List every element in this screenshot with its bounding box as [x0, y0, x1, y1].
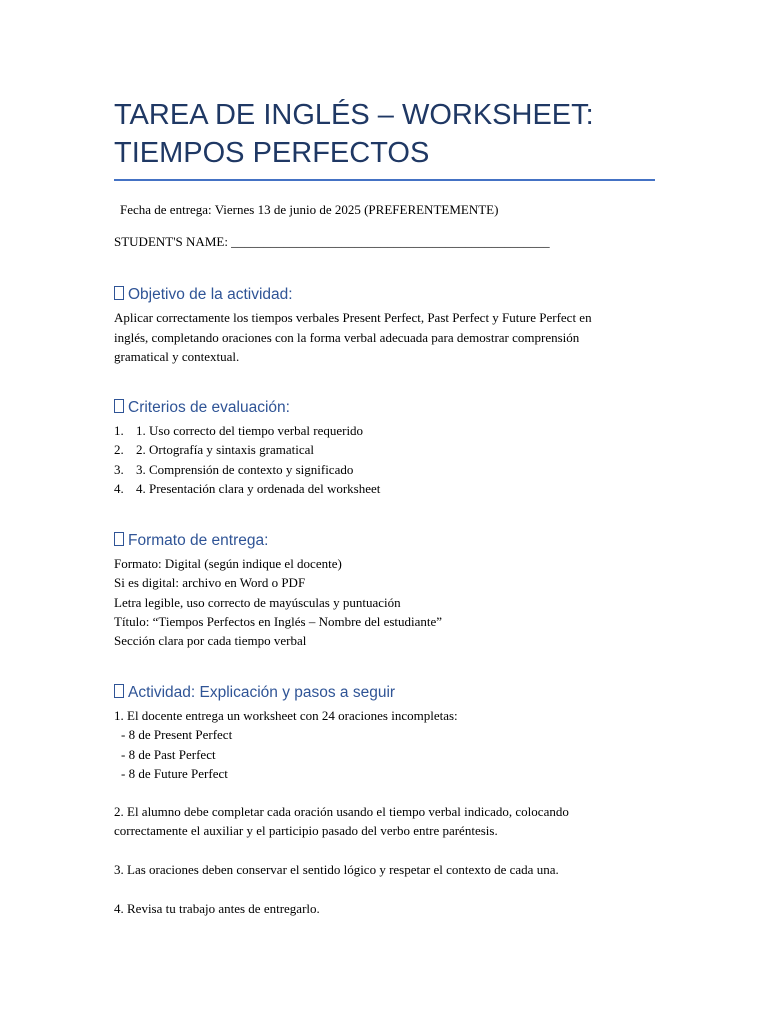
list-item — [114, 460, 659, 479]
objective-line: gramatical y contextual. — [114, 349, 240, 364]
activity-steps — [114, 706, 659, 783]
objective-heading — [114, 285, 293, 305]
activity-step-4: 4. Revisa tu trabajo antes de entregarlo. — [114, 901, 320, 916]
criteria-list — [114, 421, 659, 498]
format-line: Formato: Digital (según indique el docente) — [114, 556, 342, 571]
page-title — [114, 96, 656, 172]
activity-step-2-line: 2. El alumno debe completar cada oración usando el tiempo verbal indicado, colocando — [114, 804, 569, 819]
list-number: 4. — [114, 480, 124, 496]
list-number: 1. — [114, 423, 124, 438]
list-item-text: 2. Ortografía y sintaxis gramatical — [136, 442, 314, 458]
activity-step-2 — [114, 802, 659, 841]
activity-heading — [114, 683, 395, 703]
list-number: 3. — [114, 461, 124, 477]
objective-heading-text: Objetivo de la actividad: — [128, 286, 293, 303]
title-divider — [114, 179, 655, 181]
objective-line: Aplicar correctamente los tiempos verbales Present Perfect, Past Perfect y Future Perfect en — [114, 310, 592, 325]
format-text — [114, 554, 659, 650]
criteria-heading — [114, 398, 290, 418]
list-number: 2. — [114, 442, 124, 458]
due-date: Fecha de entrega: Viernes 13 de junio de 2025 (PREFERENTEMENTE) — [120, 202, 499, 217]
activity-substep: - 8 de Present Perfect — [121, 727, 233, 743]
objective-text — [114, 308, 659, 367]
missing-glyph-icon — [114, 532, 124, 546]
format-line: Título: “Tiempos Perfectos en Inglés – Nombre del estudiante” — [114, 613, 443, 629]
criteria-heading-text: Criterios de evaluación: — [128, 399, 290, 416]
objective-line: inglés, completando oraciones con la forma verbal adecuada para demostrar comprensión — [114, 329, 580, 345]
activity-step-1: 1. El docente entrega un worksheet con 24 oraciones incompletas: — [114, 708, 458, 723]
format-line: Letra legible, uso correcto de mayúsculas y puntuación — [114, 594, 401, 610]
title-line-1: TAREA DE INGLÉS – WORKSHEET: — [114, 99, 594, 131]
activity-step-2-line: correctamente el auxiliar y el participio pasado del verbo entre paréntesis. — [114, 823, 498, 839]
list-item — [114, 421, 659, 440]
activity-substep: - 8 de Past Perfect — [121, 746, 216, 762]
format-line: Sección clara por cada tiempo verbal — [114, 633, 307, 649]
activity-heading-text: Actividad: Explicación y pasos a seguir — [128, 684, 396, 701]
list-item — [114, 479, 659, 498]
activity-substep: - 8 de Future Perfect — [121, 765, 228, 781]
list-item-text: 4. Presentación clara y ordenada del worksheet — [136, 480, 381, 496]
format-heading — [114, 531, 268, 551]
missing-glyph-icon — [114, 286, 124, 300]
list-item — [114, 440, 659, 459]
format-heading-text: Formato de entrega: — [128, 532, 269, 549]
title-line-2: TIEMPOS PERFECTOS — [114, 137, 430, 169]
list-item-text: 3. Comprensión de contexto y significado — [136, 461, 354, 477]
list-item-text: 1. Uso correcto del tiempo verbal requerido — [136, 423, 364, 438]
activity-step-3: 3. Las oraciones deben conservar el sentido lógico y respetar el contexto de cada una. — [114, 862, 559, 877]
format-line: Si es digital: archivo en Word o PDF — [114, 575, 306, 591]
student-name-line: STUDENT'S NAME: _________________________________________________ — [114, 234, 550, 249]
missing-glyph-icon — [114, 399, 124, 413]
missing-glyph-icon — [114, 684, 124, 698]
